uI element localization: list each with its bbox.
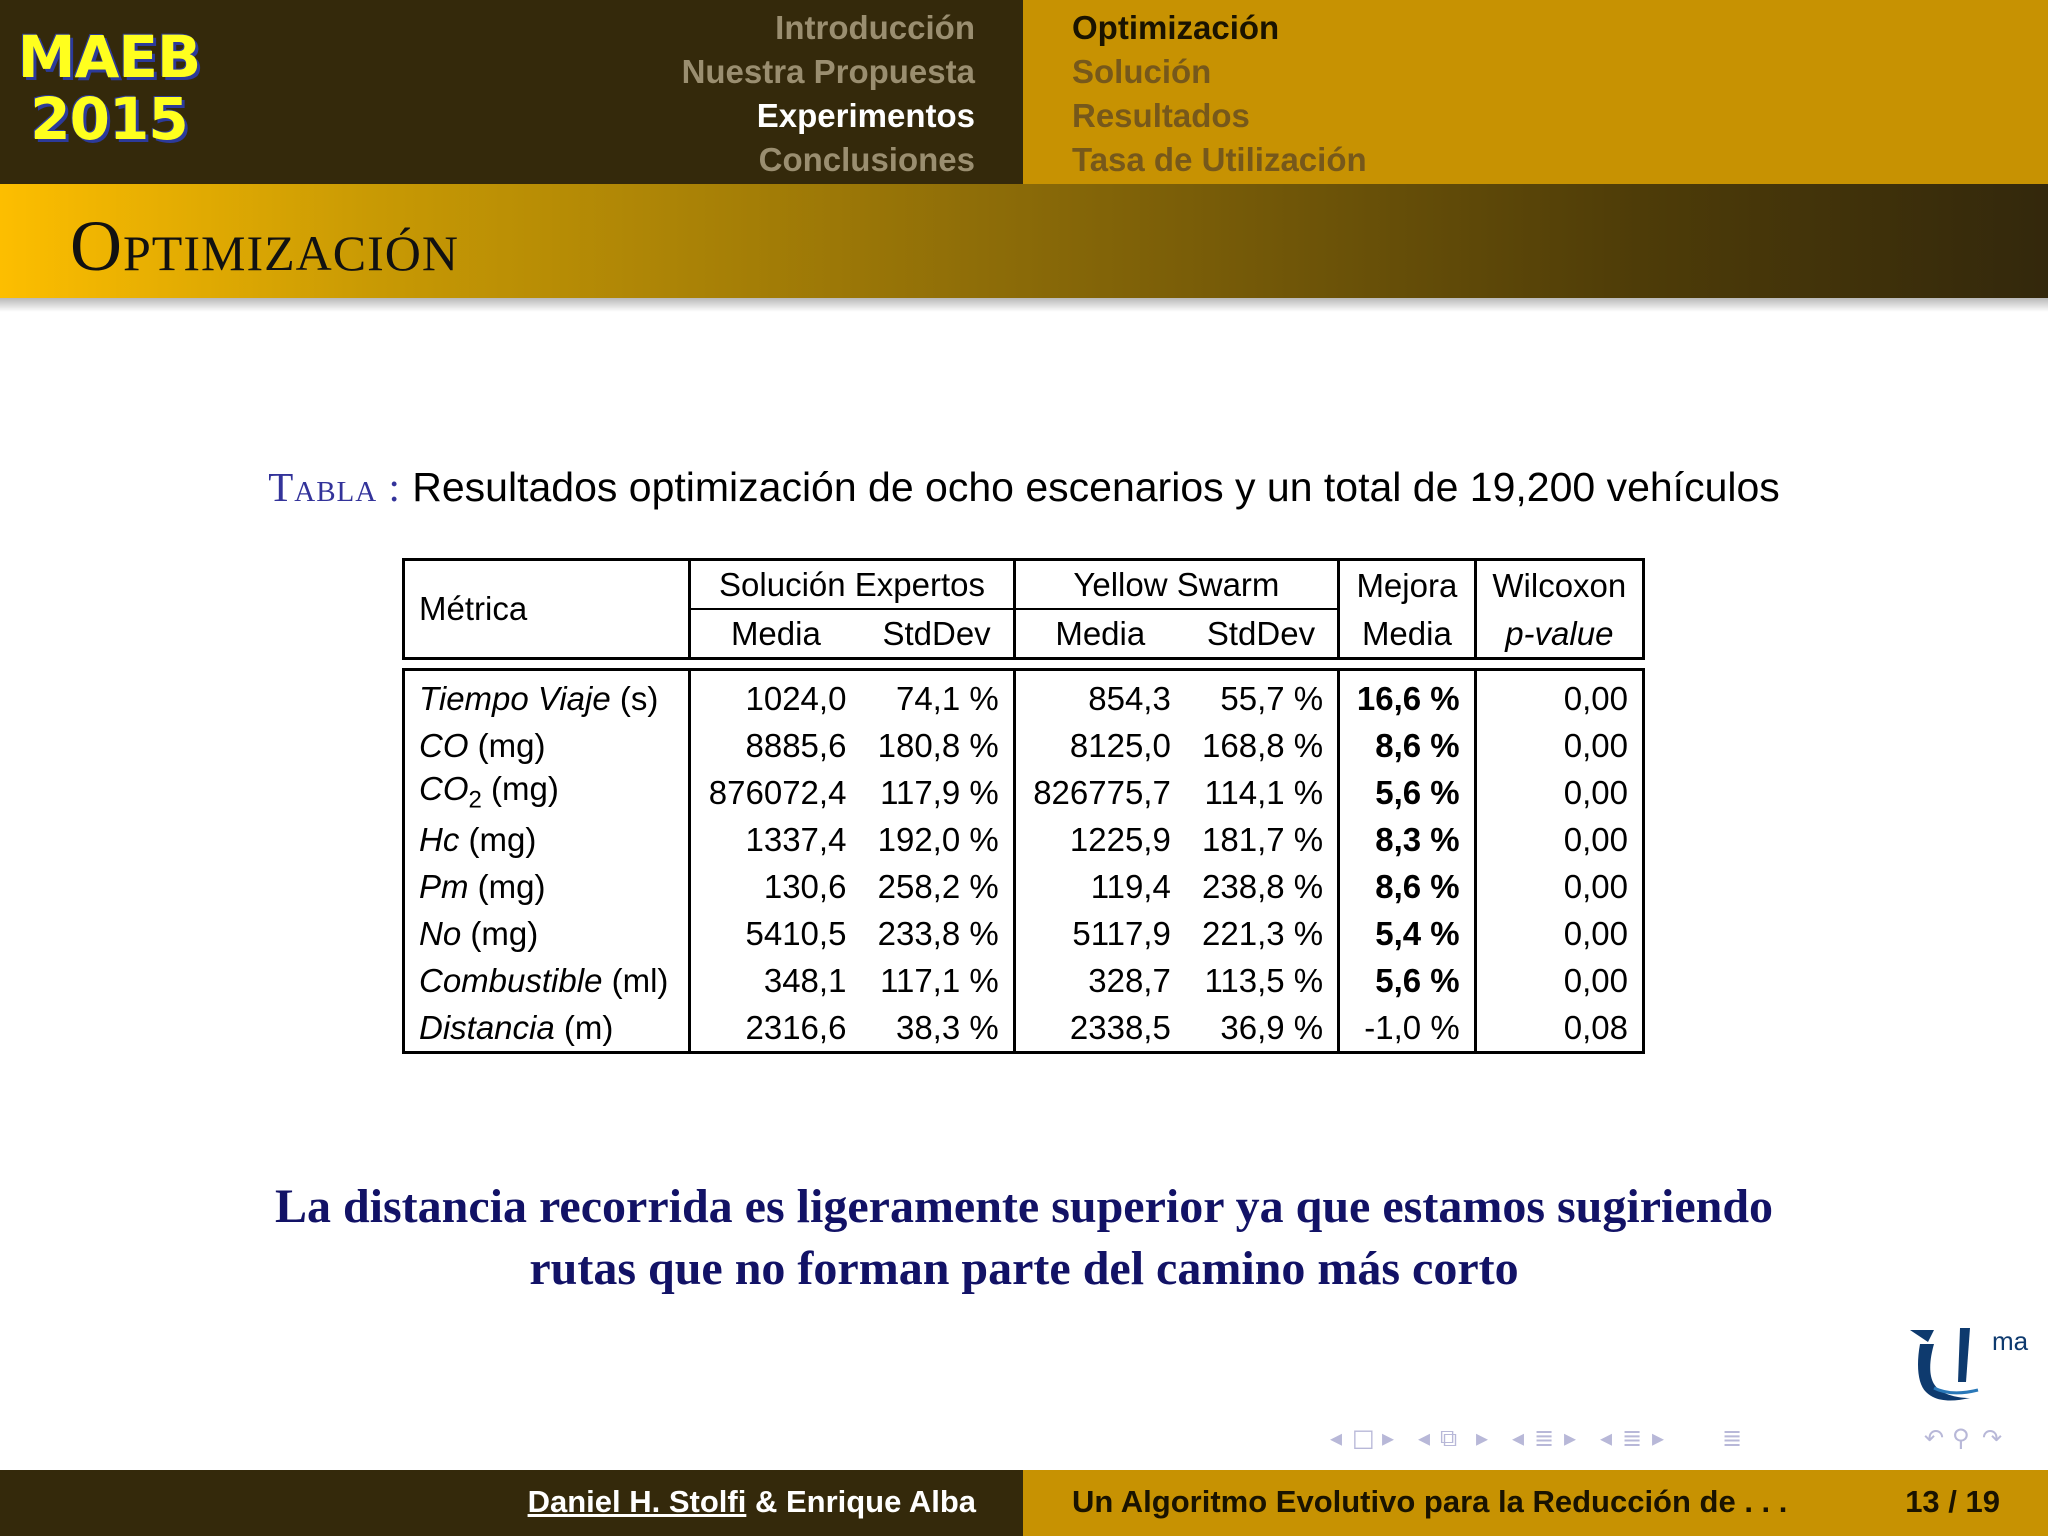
metric-name: CO: [419, 726, 469, 764]
section-experimentos[interactable]: Experimentos: [756, 97, 975, 134]
cell-ys-media: 328,7: [1088, 961, 1171, 999]
cell-exp-media: 1024,0: [691, 668, 860, 722]
cell-ys-stddev: 168,8 %: [1185, 722, 1340, 769]
metric-name: Hc: [419, 820, 460, 858]
cell-mejora: [1340, 863, 1477, 910]
footer-authors: [528, 1484, 976, 1520]
header-group-swarm: Yellow Swarm: [1016, 558, 1340, 610]
table-row: [402, 668, 1645, 722]
section-nuestra-propuesta[interactable]: Nuestra Propuesta: [681, 53, 975, 90]
nav-next-section-icon[interactable]: ▸: [1564, 1424, 1577, 1452]
cell-exp-stddev: 233,8 %: [860, 910, 1015, 957]
table-row: [402, 863, 1645, 910]
metric-name: Distancia: [419, 1008, 555, 1046]
nav-prev-slide-icon[interactable]: ◂: [1600, 1424, 1613, 1452]
cell-exp-stddev: 192,0 %: [860, 816, 1015, 863]
cell-exp-stddev: 117,1 %: [860, 957, 1015, 1004]
author-1[interactable]: Daniel H. Stolfi: [527, 1484, 747, 1519]
cell-exp-media: 8885,6: [745, 726, 847, 764]
cell-mejora: [1340, 668, 1477, 722]
metric-unit: (s): [610, 679, 659, 717]
logo-line2: 2015: [30, 85, 188, 153]
cell-pvalue: 0,00: [1477, 769, 1645, 816]
cell-exp-stddev: 180,8 %: [860, 722, 1015, 769]
cell-exp-media: 876072,4: [708, 773, 847, 811]
conclusion-note: [0, 1176, 2048, 1300]
header-exp-stddev: StdDev: [860, 610, 1015, 660]
cell-exp-stddev: 117,9 %: [860, 769, 1015, 816]
cell-mejora-value: 16,6 %: [1356, 679, 1460, 717]
cell-exp-stddev: 38,3 %: [860, 1004, 1015, 1054]
cell-exp-media: 5410,5: [745, 914, 847, 952]
metric-name: CO: [419, 770, 469, 808]
cell-exp-stddev: 258,2 %: [860, 863, 1015, 910]
cell-mejora: [1340, 722, 1477, 769]
cell-ys-stddev: 221,3 %: [1185, 910, 1340, 957]
metric-subscript: 2: [468, 786, 482, 814]
cell-exp-media: 130,6: [763, 867, 847, 905]
subsection-tasa-utilizacion[interactable]: Tasa de Utilización: [1072, 141, 1367, 178]
nav-prev-subsection-icon[interactable]: ◂: [1418, 1424, 1431, 1452]
cell-mejora: [1340, 957, 1477, 1004]
nav-search-icon[interactable]: ⚲: [1952, 1424, 1970, 1452]
cell-ys-stddev: 36,9 %: [1185, 1004, 1340, 1054]
cell-pvalue: 0,00: [1477, 957, 1645, 1004]
cell-ys-stddev: 114,1 %: [1185, 769, 1340, 816]
cell-ys-stddev: 113,5 %: [1185, 957, 1340, 1004]
cell-metric: [402, 816, 691, 863]
metric-unit: (mg): [468, 867, 546, 905]
cell-exp-media: 2316,6: [691, 1004, 860, 1054]
cell-mejora: [1340, 769, 1477, 816]
nav-forward-icon[interactable]: ↷: [1982, 1424, 2003, 1452]
cell-pvalue: 0,00: [1477, 863, 1645, 910]
footer-short-title[interactable]: Un Algoritmo Evolutivo para la Reducción de . . .: [1072, 1484, 1788, 1519]
header-mejora-media: Media: [1340, 610, 1477, 660]
cell-metric: [402, 910, 691, 957]
maeb-logo: [14, 23, 204, 153]
nav-next-subsection-icon[interactable]: ▸: [1476, 1424, 1489, 1452]
cell-metric: [402, 722, 691, 769]
table-row: [402, 957, 1645, 1004]
metric-name: No: [419, 914, 462, 952]
cell-exp-media: 1337,4: [745, 820, 847, 858]
author-separator: &: [746, 1484, 786, 1519]
cell-mejora-value: 8,6 %: [1375, 726, 1460, 764]
nav-prev-frame-icon[interactable]: ◂: [1330, 1424, 1343, 1452]
cell-pvalue: 0,00: [1477, 668, 1645, 722]
footer-page-number: 13 / 19: [1905, 1484, 2000, 1519]
cell-pvalue: 0,00: [1477, 910, 1645, 957]
header-pvalue: [1477, 610, 1645, 660]
metric-unit: (mg): [459, 820, 537, 858]
header-ys-media: Media: [1016, 610, 1185, 660]
metric-unit: (ml): [602, 961, 669, 999]
cell-exp-stddev: 74,1 %: [860, 668, 1015, 722]
section-conclusiones[interactable]: Conclusiones: [758, 141, 975, 178]
cell-mejora-value: 5,4 %: [1375, 914, 1460, 952]
table-row: [402, 910, 1645, 957]
cell-ys-stddev: 238,8 %: [1185, 863, 1340, 910]
cell-exp-media: 348,1: [763, 961, 847, 999]
cell-ys-media: 854,3: [1016, 668, 1185, 722]
table-row: [402, 1004, 1645, 1054]
subsection-resultados[interactable]: Resultados: [1072, 97, 1250, 134]
cell-metric: [402, 769, 691, 816]
nav-next-slide-icon[interactable]: ▸: [1652, 1424, 1665, 1452]
cell-ys-media: 2338,5: [1016, 1004, 1185, 1054]
nav-back-icon[interactable]: ↶: [1924, 1424, 1945, 1452]
cell-ys-media: 1225,9: [1069, 820, 1171, 858]
cell-metric: [402, 668, 691, 722]
cell-metric: [402, 1004, 691, 1054]
metric-name: Pm: [419, 867, 469, 905]
cell-mejora: -1,0 %: [1340, 1004, 1477, 1054]
table-row: [402, 816, 1645, 863]
cell-ys-stddev: 55,7 %: [1185, 668, 1340, 722]
cell-pvalue: 0,00: [1477, 816, 1645, 863]
cell-pvalue: 0,08: [1477, 1004, 1645, 1054]
metric-name: Combustible: [419, 961, 603, 999]
caption-text: Resultados optimización de ocho escenarios y un total de 19,200 vehículos: [412, 464, 1780, 510]
cell-metric: [402, 863, 691, 910]
table-body: [402, 660, 1645, 1054]
subsection-solucion[interactable]: Solución: [1072, 53, 1212, 90]
nav-subsection-icon[interactable]: ⧉: [1440, 1424, 1458, 1452]
cell-mejora: [1340, 910, 1477, 957]
nav-slide-icon[interactable]: ≣: [1622, 1424, 1643, 1452]
cell-mejora-value: 5,6 %: [1375, 773, 1460, 811]
logo-line1: MAEB: [17, 23, 201, 91]
uma-logo: [1906, 1322, 2036, 1406]
section-introduccion[interactable]: Introducción: [775, 9, 975, 46]
uma-logo-text: ma: [1992, 1326, 2029, 1356]
beamer-nav-bar: [1330, 1420, 2036, 1460]
cell-pvalue: 0,00: [1477, 722, 1645, 769]
cell-metric: [402, 957, 691, 1004]
nav-frame-icon[interactable]: □: [1352, 1424, 1375, 1452]
table-row: [402, 769, 1645, 816]
metric-name: Tiempo Viaje: [419, 679, 611, 717]
frame-title: Optimización: [70, 206, 459, 286]
nav-section-icon[interactable]: ≣: [1534, 1424, 1555, 1452]
header-exp-media: Media: [691, 610, 860, 660]
table-caption: [0, 462, 2048, 512]
header-ys-stddev: StdDev: [1185, 610, 1340, 660]
subsection-optimizacion[interactable]: Optimización: [1072, 9, 1280, 46]
metric-unit: (mg): [461, 914, 539, 952]
nav-next-frame-icon[interactable]: ▸: [1382, 1424, 1395, 1452]
cell-ys-media: 119,4: [1090, 867, 1171, 905]
subsection-nav: [1072, 6, 1367, 182]
header-group-experts: Solución Expertos: [691, 558, 1015, 610]
table-row: [402, 722, 1645, 769]
frame-title-shadow: [0, 298, 2048, 312]
results-table: [402, 558, 1645, 1054]
section-nav: [682, 6, 975, 182]
cell-ys-media: 8125,0: [1069, 726, 1171, 764]
author-2: Enrique Alba: [785, 1484, 976, 1519]
nav-outline-icon[interactable]: ≣: [1722, 1424, 1743, 1452]
cell-mejora-value: 8,6 %: [1375, 867, 1460, 905]
nav-prev-section-icon[interactable]: ◂: [1512, 1424, 1525, 1452]
metric-unit: (mg): [481, 770, 559, 808]
header-pvalue-text: p-value: [1505, 614, 1614, 652]
metric-unit: (m): [554, 1008, 614, 1046]
cell-mejora: [1340, 816, 1477, 863]
cell-mejora-value: 8,3 %: [1375, 820, 1460, 858]
cell-ys-media: 5117,9: [1072, 914, 1171, 952]
header-mejora: Mejora: [1340, 558, 1477, 610]
cell-ys-media: 826775,7: [1033, 773, 1171, 811]
note-line2: rutas que no forman parte del camino más corto: [529, 1242, 1519, 1295]
cell-mejora-value: 5,6 %: [1375, 961, 1460, 999]
cell-ys-stddev: 181,7 %: [1185, 816, 1340, 863]
uma-logo-mark: [1906, 1322, 2036, 1406]
caption-tag: Tabla :: [268, 464, 401, 510]
metric-unit: (mg): [468, 726, 546, 764]
header-metric: Métrica: [402, 558, 691, 660]
note-line1: La distancia recorrida es ligeramente superior ya que estamos sugiriendo: [274, 1180, 1774, 1233]
header-wilcoxon: Wilcoxon: [1477, 558, 1645, 610]
